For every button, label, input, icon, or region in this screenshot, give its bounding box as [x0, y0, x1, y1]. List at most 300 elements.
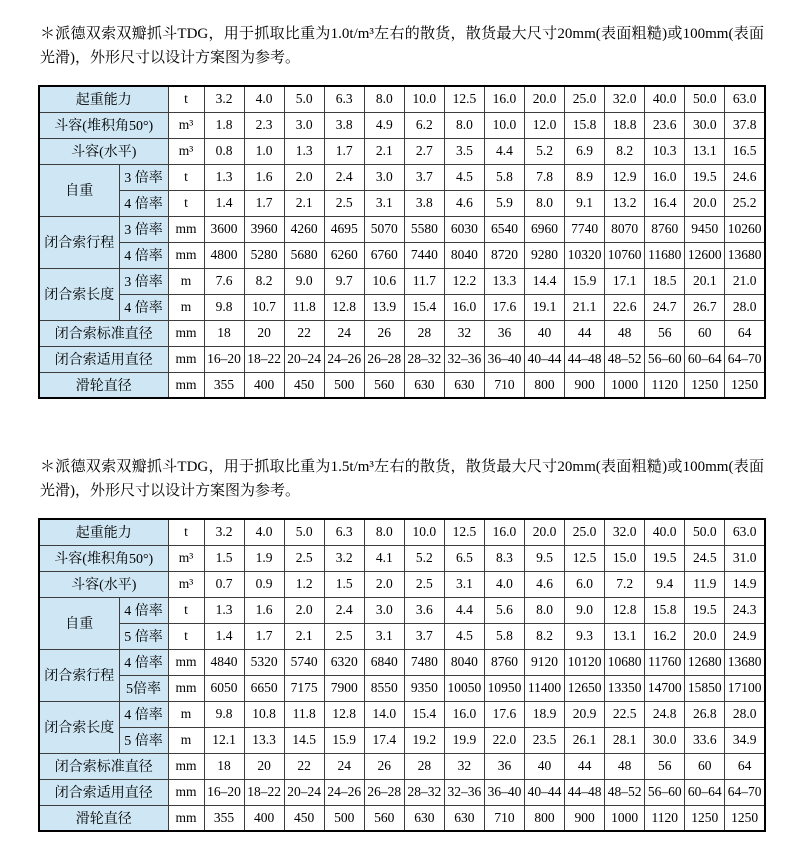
value-cell: 16.0 [484, 86, 524, 112]
value-cell: 56–60 [645, 779, 685, 805]
table-row [39, 545, 765, 571]
value-cell: 7175 [284, 675, 324, 701]
value-cell: 32 [444, 753, 484, 779]
value-cell: 9.1 [565, 190, 605, 216]
value-cell: 24 [324, 320, 364, 346]
unit-cell: m³ [168, 138, 204, 164]
value-cell: 28 [404, 753, 444, 779]
table-row [39, 346, 765, 372]
value-cell: 8.0 [444, 112, 484, 138]
value-cell: 13.3 [244, 727, 284, 753]
value-cell: 13.1 [605, 623, 645, 649]
value-cell: 28–32 [404, 346, 444, 372]
value-cell: 1250 [725, 805, 765, 831]
value-cell: 355 [204, 372, 244, 398]
unit-cell: mm [168, 320, 204, 346]
value-cell: 1.5 [324, 571, 364, 597]
value-cell: 9.4 [645, 571, 685, 597]
value-cell: 8040 [444, 242, 484, 268]
unit-cell: mm [168, 675, 204, 701]
value-cell: 26–28 [364, 779, 404, 805]
value-cell: 20.0 [525, 86, 565, 112]
table-row [39, 623, 765, 649]
value-cell: 4260 [284, 216, 324, 242]
value-cell: 63.0 [725, 519, 765, 545]
value-cell: 15.8 [645, 597, 685, 623]
value-cell: 10.7 [244, 294, 284, 320]
value-cell: 5.0 [284, 519, 324, 545]
value-cell: 15850 [685, 675, 725, 701]
value-cell: 8070 [605, 216, 645, 242]
value-cell: 20.9 [565, 701, 605, 727]
value-cell: 14.5 [284, 727, 324, 753]
value-cell: 0.8 [204, 138, 244, 164]
value-cell: 28 [404, 320, 444, 346]
value-cell: 9.7 [324, 268, 364, 294]
value-cell: 26.8 [685, 701, 725, 727]
value-cell: 3960 [244, 216, 284, 242]
value-cell: 17.4 [364, 727, 404, 753]
value-cell: 50.0 [685, 86, 725, 112]
value-cell: 400 [244, 805, 284, 831]
value-cell: 64 [725, 320, 765, 346]
value-cell: 900 [565, 372, 605, 398]
value-cell: 8.3 [484, 545, 524, 571]
value-cell: 3.1 [364, 623, 404, 649]
row-label-cell: 3 倍率 [119, 268, 168, 294]
value-cell: 10950 [484, 675, 524, 701]
value-cell: 14.9 [725, 571, 765, 597]
value-cell: 24.3 [725, 597, 765, 623]
value-cell: 22 [284, 753, 324, 779]
value-cell: 16.2 [645, 623, 685, 649]
value-cell: 2.4 [324, 597, 364, 623]
value-cell: 400 [244, 372, 284, 398]
value-cell: 60–64 [685, 779, 725, 805]
value-cell: 8720 [484, 242, 524, 268]
value-cell: 6.5 [444, 545, 484, 571]
value-cell: 24–26 [324, 346, 364, 372]
value-cell: 26.7 [685, 294, 725, 320]
value-cell: 4.6 [444, 190, 484, 216]
table-row [39, 164, 765, 190]
value-cell: 36 [484, 753, 524, 779]
row-group-label-cell: 闭合索长度 [39, 701, 119, 753]
row-label-cell: 4 倍率 [119, 649, 168, 675]
value-cell: 13.1 [685, 138, 725, 164]
value-cell: 500 [324, 805, 364, 831]
unit-cell: mm [168, 753, 204, 779]
value-cell: 6.3 [324, 519, 364, 545]
row-label-cell: 起重能力 [39, 519, 168, 545]
value-cell: 3.5 [444, 138, 484, 164]
value-cell: 19.1 [525, 294, 565, 320]
value-cell: 3.8 [324, 112, 364, 138]
value-cell: 63.0 [725, 86, 765, 112]
value-cell: 1000 [605, 805, 645, 831]
value-cell: 8.0 [364, 519, 404, 545]
value-cell: 2.0 [364, 571, 404, 597]
row-group-label-cell: 自重 [39, 164, 119, 216]
value-cell: 7.2 [605, 571, 645, 597]
value-cell: 5.0 [284, 86, 324, 112]
value-cell: 4.6 [525, 571, 565, 597]
value-cell: 9280 [525, 242, 565, 268]
value-cell: 24.8 [645, 701, 685, 727]
value-cell: 15.9 [565, 268, 605, 294]
value-cell: 6.3 [324, 86, 364, 112]
table-row [39, 320, 765, 346]
row-label-cell: 5 倍率 [119, 727, 168, 753]
value-cell: 24.6 [725, 164, 765, 190]
value-cell: 18.9 [525, 701, 565, 727]
value-cell: 4.4 [484, 138, 524, 164]
value-cell: 44–48 [565, 779, 605, 805]
row-label-cell: 闭合索标准直径 [39, 320, 168, 346]
value-cell: 9.0 [284, 268, 324, 294]
value-cell: 19.5 [685, 164, 725, 190]
value-cell: 3.7 [404, 623, 444, 649]
value-cell: 7480 [404, 649, 444, 675]
value-cell: 60 [685, 320, 725, 346]
value-cell: 10.3 [645, 138, 685, 164]
table-row [39, 805, 765, 831]
value-cell: 8.2 [605, 138, 645, 164]
value-cell: 31.0 [725, 545, 765, 571]
value-cell: 20.0 [685, 190, 725, 216]
unit-cell: mm [168, 216, 204, 242]
value-cell: 16.4 [645, 190, 685, 216]
value-cell: 36 [484, 320, 524, 346]
value-cell: 10.6 [364, 268, 404, 294]
value-cell: 10.0 [404, 86, 444, 112]
value-cell: 40–44 [525, 346, 565, 372]
value-cell: 9.0 [565, 597, 605, 623]
value-cell: 1.4 [204, 190, 244, 216]
value-cell: 9450 [685, 216, 725, 242]
value-cell: 3.1 [444, 571, 484, 597]
value-cell: 22.6 [605, 294, 645, 320]
value-cell: 3.0 [364, 164, 404, 190]
value-cell: 710 [484, 372, 524, 398]
value-cell: 20.1 [685, 268, 725, 294]
value-cell: 16–20 [204, 779, 244, 805]
row-group-label-cell: 闭合索行程 [39, 216, 119, 268]
value-cell: 15.4 [404, 701, 444, 727]
value-cell: 6760 [364, 242, 404, 268]
value-cell: 40.0 [645, 86, 685, 112]
table-row [39, 190, 765, 216]
value-cell: 9120 [525, 649, 565, 675]
unit-cell: m [168, 701, 204, 727]
value-cell: 9350 [404, 675, 444, 701]
value-cell: 6.9 [565, 138, 605, 164]
row-label-cell: 闭合索适用直径 [39, 346, 168, 372]
value-cell: 6650 [244, 675, 284, 701]
value-cell: 11400 [525, 675, 565, 701]
table-row [39, 753, 765, 779]
value-cell: 24–26 [324, 779, 364, 805]
unit-cell: m [168, 268, 204, 294]
value-cell: 40–44 [525, 779, 565, 805]
value-cell: 12.1 [204, 727, 244, 753]
value-cell: 12.9 [605, 164, 645, 190]
value-cell: 4.0 [244, 519, 284, 545]
value-cell: 20.0 [525, 519, 565, 545]
value-cell: 40.0 [645, 519, 685, 545]
value-cell: 6.2 [404, 112, 444, 138]
value-cell: 18.5 [645, 268, 685, 294]
value-cell: 3.8 [404, 190, 444, 216]
value-cell: 8.0 [525, 597, 565, 623]
value-cell: 3.1 [364, 190, 404, 216]
value-cell: 16–20 [204, 346, 244, 372]
value-cell: 23.6 [645, 112, 685, 138]
value-cell: 800 [525, 805, 565, 831]
value-cell: 19.5 [685, 597, 725, 623]
value-cell: 3.2 [324, 545, 364, 571]
value-cell: 2.5 [324, 190, 364, 216]
value-cell: 9.8 [204, 294, 244, 320]
row-label-cell: 斗容(堆积角50°) [39, 545, 168, 571]
spec-table-tdg-1-5 [38, 518, 766, 832]
value-cell: 44 [565, 320, 605, 346]
value-cell: 7.6 [204, 268, 244, 294]
value-cell: 12.8 [605, 597, 645, 623]
value-cell: 1.9 [244, 545, 284, 571]
value-cell: 630 [404, 805, 444, 831]
value-cell: 13.9 [364, 294, 404, 320]
value-cell: 9.5 [525, 545, 565, 571]
value-cell: 4.5 [444, 164, 484, 190]
value-cell: 20 [244, 320, 284, 346]
unit-cell: t [168, 190, 204, 216]
row-label-cell: 5倍率 [119, 675, 168, 701]
value-cell: 60–64 [685, 346, 725, 372]
value-cell: 26 [364, 320, 404, 346]
unit-cell: mm [168, 649, 204, 675]
unit-cell: t [168, 86, 204, 112]
value-cell: 17100 [725, 675, 765, 701]
value-cell: 1.6 [244, 164, 284, 190]
value-cell: 12.0 [525, 112, 565, 138]
value-cell: 5580 [404, 216, 444, 242]
value-cell: 1.4 [204, 623, 244, 649]
value-cell: 800 [525, 372, 565, 398]
value-cell: 25.2 [725, 190, 765, 216]
value-cell: 450 [284, 372, 324, 398]
value-cell: 44–48 [565, 346, 605, 372]
value-cell: 500 [324, 372, 364, 398]
value-cell: 6540 [484, 216, 524, 242]
value-cell: 19.2 [404, 727, 444, 753]
value-cell: 21.1 [565, 294, 605, 320]
value-cell: 18–22 [244, 346, 284, 372]
value-cell: 17.1 [605, 268, 645, 294]
value-cell: 10.0 [404, 519, 444, 545]
value-cell: 5.8 [484, 164, 524, 190]
value-cell: 21.0 [725, 268, 765, 294]
value-cell: 5.6 [484, 597, 524, 623]
value-cell: 6.0 [565, 571, 605, 597]
value-cell: 13350 [605, 675, 645, 701]
value-cell: 16.0 [444, 294, 484, 320]
value-cell: 18 [204, 753, 244, 779]
value-cell: 15.0 [605, 545, 645, 571]
value-cell: 13.3 [484, 268, 524, 294]
value-cell: 1.3 [204, 164, 244, 190]
value-cell: 14.0 [364, 701, 404, 727]
value-cell: 17.6 [484, 294, 524, 320]
value-cell: 37.8 [725, 112, 765, 138]
value-cell: 3.6 [404, 597, 444, 623]
value-cell: 8040 [444, 649, 484, 675]
value-cell: 2.1 [284, 623, 324, 649]
value-cell: 12.2 [444, 268, 484, 294]
value-cell: 56–60 [645, 346, 685, 372]
value-cell: 1.5 [204, 545, 244, 571]
value-cell: 7.8 [525, 164, 565, 190]
value-cell: 5680 [284, 242, 324, 268]
table-row [39, 372, 765, 398]
value-cell: 1000 [605, 372, 645, 398]
value-cell: 2.3 [244, 112, 284, 138]
value-cell: 11.8 [284, 701, 324, 727]
value-cell: 5070 [364, 216, 404, 242]
table-row [39, 216, 765, 242]
value-cell: 16.0 [645, 164, 685, 190]
value-cell: 1.7 [324, 138, 364, 164]
value-cell: 2.5 [324, 623, 364, 649]
row-label-cell: 起重能力 [39, 86, 168, 112]
unit-cell: t [168, 519, 204, 545]
row-label-cell: 4 倍率 [119, 294, 168, 320]
row-label-cell: 斗容(堆积角50°) [39, 112, 168, 138]
table-row [39, 701, 765, 727]
table-row [39, 112, 765, 138]
value-cell: 32.0 [605, 519, 645, 545]
table-row [39, 571, 765, 597]
value-cell: 8550 [364, 675, 404, 701]
value-cell: 8.9 [565, 164, 605, 190]
row-label-cell: 斗容(水平) [39, 138, 168, 164]
value-cell: 355 [204, 805, 244, 831]
value-cell: 36–40 [484, 346, 524, 372]
table-row [39, 649, 765, 675]
value-cell: 10320 [565, 242, 605, 268]
value-cell: 6260 [324, 242, 364, 268]
value-cell: 12.5 [444, 86, 484, 112]
value-cell: 25.0 [565, 519, 605, 545]
value-cell: 7740 [565, 216, 605, 242]
value-cell: 10050 [444, 675, 484, 701]
row-label-cell: 滑轮直径 [39, 372, 168, 398]
value-cell: 10680 [605, 649, 645, 675]
value-cell: 8760 [484, 649, 524, 675]
value-cell: 5.9 [484, 190, 524, 216]
row-label-cell: 4 倍率 [119, 190, 168, 216]
value-cell: 1.7 [244, 623, 284, 649]
value-cell: 28.1 [605, 727, 645, 753]
value-cell: 24.5 [685, 545, 725, 571]
value-cell: 1250 [685, 805, 725, 831]
value-cell: 12.8 [324, 701, 364, 727]
table-row [39, 519, 765, 545]
value-cell: 48 [605, 753, 645, 779]
value-cell: 23.5 [525, 727, 565, 753]
intro-paragraph-1: ＊派德双索双瓣抓斗TDG，用于抓取比重为1.0t/m³左右的散货，散货最大尺寸20mm(表面粗糙)或100mm(表面光滑)，外形尺寸以设计方案图为参考。 [40, 26, 764, 66]
row-label-cell: 4 倍率 [119, 597, 168, 623]
value-cell: 64–70 [725, 779, 765, 805]
value-cell: 2.5 [284, 545, 324, 571]
table-row [39, 727, 765, 753]
value-cell: 13.2 [605, 190, 645, 216]
unit-cell: t [168, 164, 204, 190]
value-cell: 64 [725, 753, 765, 779]
value-cell: 40 [525, 753, 565, 779]
value-cell: 20–24 [284, 779, 324, 805]
value-cell: 1250 [725, 372, 765, 398]
value-cell: 5320 [244, 649, 284, 675]
value-cell: 56 [645, 320, 685, 346]
value-cell: 710 [484, 805, 524, 831]
value-cell: 1.8 [204, 112, 244, 138]
value-cell: 4.4 [444, 597, 484, 623]
unit-cell: m³ [168, 571, 204, 597]
section-tdg-1-0 [38, 22, 766, 399]
value-cell: 64–70 [725, 346, 765, 372]
value-cell: 5740 [284, 649, 324, 675]
value-cell: 630 [444, 805, 484, 831]
value-cell: 32 [444, 320, 484, 346]
row-group-label-cell: 闭合索行程 [39, 649, 119, 701]
value-cell: 12.5 [565, 545, 605, 571]
value-cell: 2.1 [364, 138, 404, 164]
value-cell: 26–28 [364, 346, 404, 372]
value-cell: 22 [284, 320, 324, 346]
value-cell: 3.2 [204, 519, 244, 545]
row-group-label-cell: 闭合索长度 [39, 268, 119, 320]
spec-table-tdg-1-0 [38, 85, 766, 399]
value-cell: 9.8 [204, 701, 244, 727]
value-cell: 2.0 [284, 597, 324, 623]
unit-cell: mm [168, 805, 204, 831]
value-cell: 3.7 [404, 164, 444, 190]
value-cell: 6960 [525, 216, 565, 242]
value-cell: 5.2 [525, 138, 565, 164]
value-cell: 15.8 [565, 112, 605, 138]
value-cell: 12680 [685, 649, 725, 675]
table-row [39, 779, 765, 805]
unit-cell: mm [168, 779, 204, 805]
row-label-cell: 滑轮直径 [39, 805, 168, 831]
value-cell: 14700 [645, 675, 685, 701]
value-cell: 3600 [204, 216, 244, 242]
value-cell: 1120 [645, 805, 685, 831]
value-cell: 11.9 [685, 571, 725, 597]
value-cell: 24.7 [645, 294, 685, 320]
value-cell: 13680 [725, 649, 765, 675]
value-cell: 14.4 [525, 268, 565, 294]
unit-cell: mm [168, 346, 204, 372]
value-cell: 3.2 [204, 86, 244, 112]
value-cell: 33.6 [685, 727, 725, 753]
value-cell: 24.9 [725, 623, 765, 649]
value-cell: 26 [364, 753, 404, 779]
value-cell: 22.0 [484, 727, 524, 753]
value-cell: 3.0 [364, 597, 404, 623]
value-cell: 18 [204, 320, 244, 346]
